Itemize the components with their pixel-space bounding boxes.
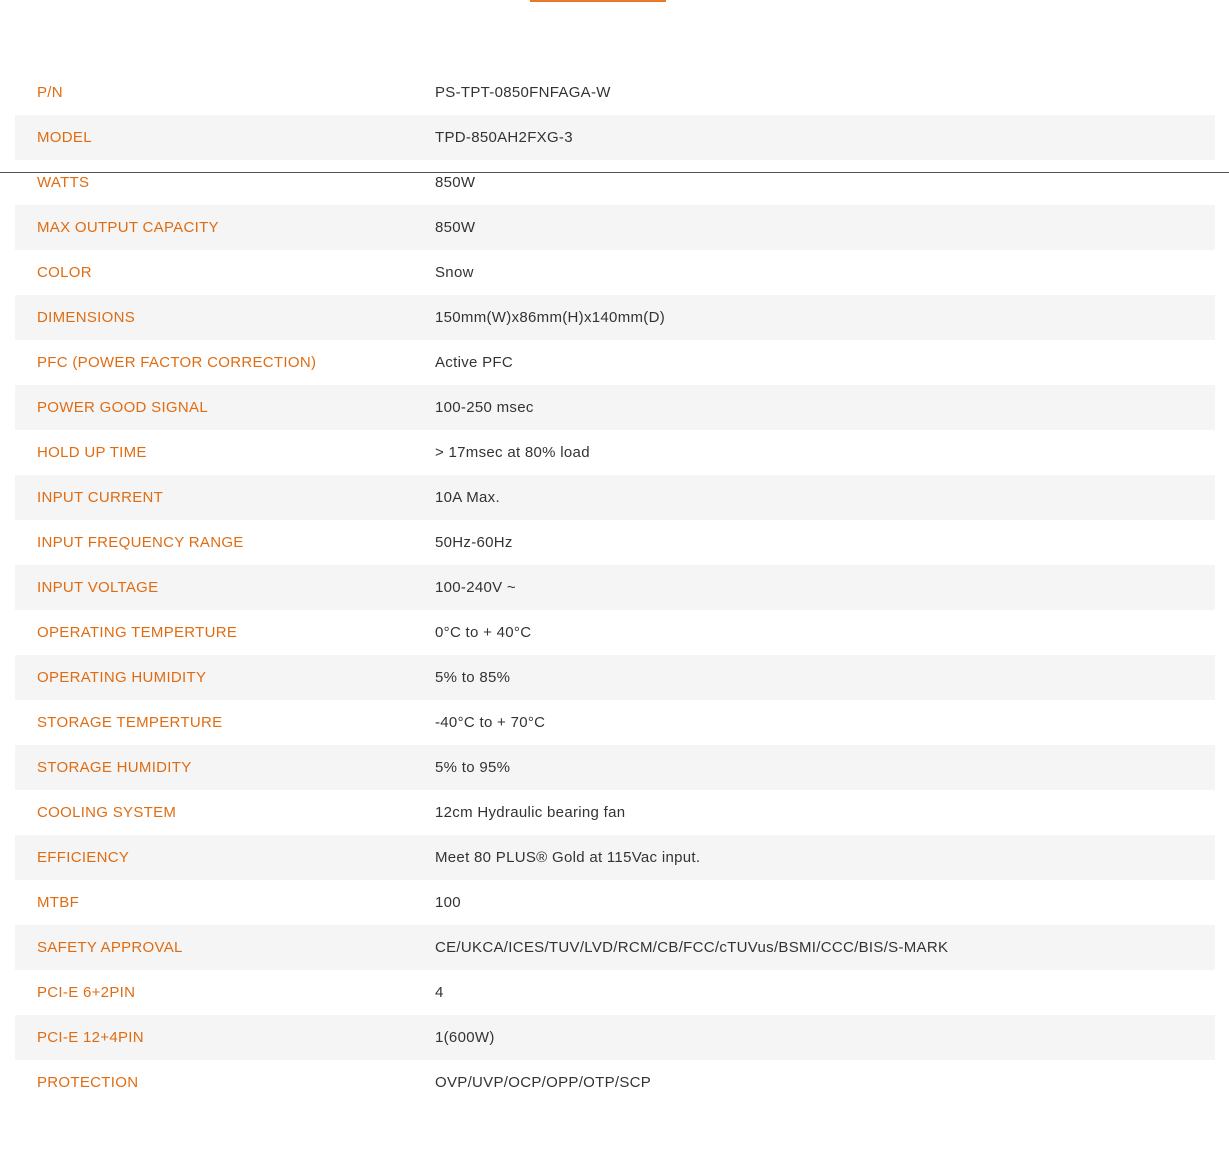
- spec-row-storage-temperature: [15, 700, 1215, 745]
- spec-label: OPERATING HUMIDITY: [37, 669, 207, 686]
- spec-label: MTBF: [37, 894, 80, 911]
- spec-row-protection: [15, 1060, 1215, 1105]
- active-tab-underline: [530, 0, 666, 2]
- spec-row-hold-up: [15, 430, 1215, 475]
- spec-row-input-current: [15, 475, 1215, 520]
- spec-value: CE/UKCA/ICES/TUV/LVD/RCM/CB/FCC/cTUVus/BSMI/CCC/BIS/S-MARK: [435, 939, 949, 956]
- spec-row-pcie-6-2pin: [15, 970, 1215, 1015]
- spec-row-max-output: [15, 205, 1215, 250]
- spec-label: INPUT FREQUENCY RANGE: [37, 534, 244, 551]
- spec-row-pn: [15, 70, 1215, 115]
- spec-value: 100-250 msec: [435, 399, 534, 416]
- spec-label: HOLD UP TIME: [37, 444, 147, 461]
- spec-label: PROTECTION: [37, 1074, 139, 1091]
- spec-row-pfc: [15, 340, 1215, 385]
- spec-value: 850W: [435, 174, 476, 191]
- spec-value: 4: [435, 984, 444, 1001]
- spec-label: EFFICIENCY: [37, 849, 130, 866]
- spec-row-safety-approval: [15, 925, 1215, 970]
- spec-value: 150mm(W)x86mm(H)x140mm(D): [435, 309, 666, 326]
- spec-value: Meet 80 PLUS® Gold at 115Vac input.: [435, 849, 701, 866]
- spec-value: Snow: [435, 264, 474, 281]
- spec-label: PCI-E 12+4PIN: [37, 1029, 144, 1046]
- spec-label: SAFETY APPROVAL: [37, 939, 183, 956]
- spec-value: 12cm Hydraulic bearing fan: [435, 804, 626, 821]
- spec-label: OPERATING TEMPERTURE: [37, 624, 238, 641]
- spec-value: 50Hz-60Hz: [435, 534, 513, 551]
- spec-value: 5% to 85%: [435, 669, 511, 686]
- spec-row-operating-temperature: [15, 610, 1215, 655]
- spec-value: -40°C to + 70°C: [435, 714, 546, 731]
- spec-value: 100: [435, 894, 461, 911]
- spec-value: OVP/UVP/OCP/OPP/OTP/SCP: [435, 1074, 652, 1091]
- spec-value: 0°C to + 40°C: [435, 624, 532, 641]
- spec-row-mtbf: [15, 880, 1215, 925]
- spec-value: 1(600W): [435, 1029, 495, 1046]
- spec-row-storage-humidity: [15, 745, 1215, 790]
- spec-value: 10A Max.: [435, 489, 500, 506]
- spec-row-dimensions: [15, 295, 1215, 340]
- spec-value: TPD-850AH2FXG-3: [435, 129, 573, 146]
- spec-value: 5% to 95%: [435, 759, 511, 776]
- spec-label: COOLING SYSTEM: [37, 804, 177, 821]
- spec-row-watts: [15, 160, 1215, 205]
- spec-label: WATTS: [37, 174, 90, 191]
- spec-label: MAX OUTPUT CAPACITY: [37, 219, 219, 236]
- spec-label: POWER GOOD SIGNAL: [37, 399, 208, 416]
- spec-label: P/N: [37, 84, 63, 101]
- spec-label: PCI-E 6+2PIN: [37, 984, 136, 1001]
- spec-label: STORAGE TEMPERTURE: [37, 714, 223, 731]
- spec-table: [15, 70, 1215, 1105]
- spec-label: INPUT CURRENT: [37, 489, 164, 506]
- spec-row-operating-humidity: [15, 655, 1215, 700]
- spec-value: Active PFC: [435, 354, 514, 371]
- spec-label: MODEL: [37, 129, 92, 146]
- spec-label: STORAGE HUMIDITY: [37, 759, 192, 776]
- spec-row-input-voltage: [15, 565, 1215, 610]
- spec-value: PS-TPT-0850FNFAGA-W: [435, 84, 611, 101]
- spec-row-input-frequency: [15, 520, 1215, 565]
- spec-row-efficiency: [15, 835, 1215, 880]
- spec-row-color: [15, 250, 1215, 295]
- spec-label: COLOR: [37, 264, 92, 281]
- spec-label: PFC (POWER FACTOR CORRECTION): [37, 354, 317, 371]
- horizontal-divider: [0, 172, 1229, 173]
- spec-row-cooling-system: [15, 790, 1215, 835]
- spec-row-pcie-12-4pin: [15, 1015, 1215, 1060]
- spec-label: DIMENSIONS: [37, 309, 136, 326]
- spec-value: 100-240V ~: [435, 579, 516, 596]
- spec-value: > 17msec at 80% load: [435, 444, 590, 461]
- spec-value: 850W: [435, 219, 476, 236]
- spec-label: INPUT VOLTAGE: [37, 579, 159, 596]
- spec-row-power-good: [15, 385, 1215, 430]
- spec-row-model: [15, 115, 1215, 160]
